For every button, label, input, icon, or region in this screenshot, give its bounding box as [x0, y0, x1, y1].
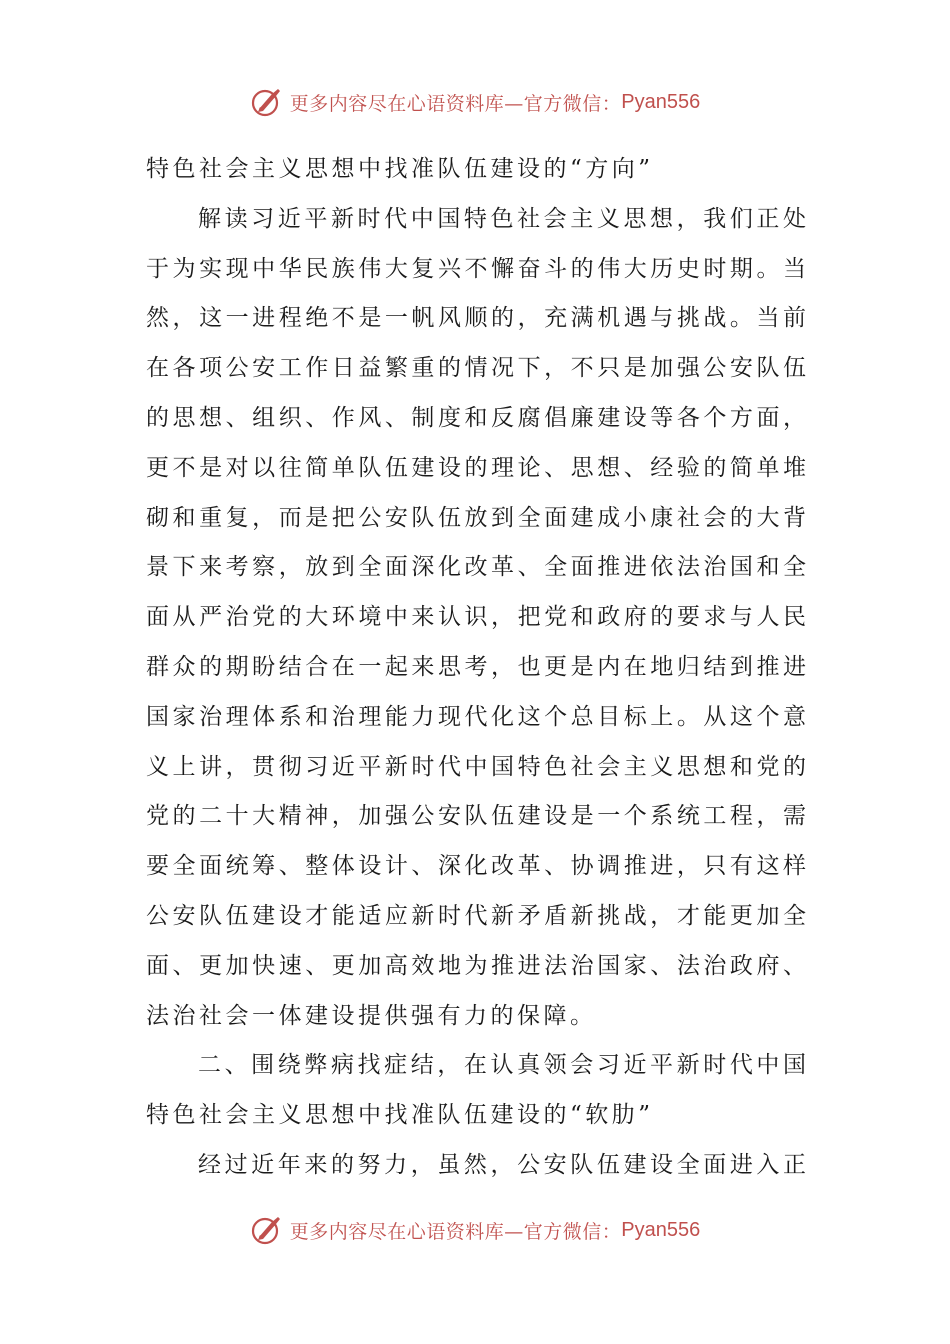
- banner-wechat-id: Pyan556: [621, 90, 701, 113]
- text-line: 经过近年来的努力，虽然，公安队伍建设全面进入正: [198, 1151, 806, 1178]
- text-line: 面从严治党的大环境中来认识，把党和政府的要求与人民: [146, 604, 806, 631]
- text-line: 二、围绕弊病找症结，在认真领会习近平新时代中国: [198, 1052, 806, 1079]
- text-line: 的思想、组织、作风、制度和反腐倡廉建设等各个方面，: [146, 404, 806, 431]
- text-line: 群众的期盼结合在一起来思考，也更是内在地归结到推进: [146, 653, 806, 680]
- text-line: 党的二十大精神，加强公安队伍建设是一个系统工程，需: [146, 803, 806, 830]
- text-line: 公安队伍建设才能适应新时代新矛盾新挑战，才能更加全: [146, 902, 806, 929]
- text-line: 特色社会主义思想中找准队伍建设的“软肋”: [146, 1102, 654, 1129]
- text-line: 法治社会一体建设提供强有力的保障。: [146, 1002, 597, 1029]
- document-body: [146, 145, 806, 1191]
- banner-wechat-id: Pyan556: [621, 1218, 701, 1241]
- text-line: 于为实现中华民族伟大复兴不懈奋斗的伟大历史时期。当: [146, 255, 806, 282]
- text-line: 解读习近平新时代中国特色社会主义思想，我们正处: [198, 205, 806, 232]
- text-line: 更不是对以往简单队伍建设的理论、思想、经验的简单堆: [146, 454, 806, 481]
- text-line: 然，这一进程绝不是一帆风顺的，充满机遇与挑战。当前: [146, 305, 806, 332]
- header-banner: [0, 82, 950, 122]
- text-line: 砌和重复，而是把公安队伍放到全面建成小康社会的大背: [146, 504, 806, 531]
- text-line: 在各项公安工作日益繁重的情况下，不只是加强公安队伍: [146, 355, 806, 382]
- footer-banner: [0, 1210, 950, 1250]
- banner-text: 更多内容尽在心语资料库—官方微信：: [289, 92, 622, 115]
- pen-circle-logo-icon: [250, 85, 284, 119]
- text-line: 景下来考察，放到全面深化改革、全面推进依法治国和全: [146, 554, 806, 581]
- text-line: 要全面统筹、整体设计、深化改革、协调推进，只有这样: [146, 853, 806, 880]
- text-line: 国家治理体系和治理能力现代化这个总目标上。从这个意: [146, 703, 806, 730]
- pen-circle-logo-icon: [250, 1213, 284, 1247]
- text-line: 特色社会主义思想中找准队伍建设的“方向”: [146, 156, 654, 182]
- text-line: 义上讲，贯彻习近平新时代中国特色社会主义思想和党的: [146, 753, 806, 780]
- banner-text: 更多内容尽在心语资料库—官方微信：: [289, 1220, 622, 1243]
- text-line: 面、更加快速、更加高效地为推进法治国家、法治政府、: [146, 952, 806, 979]
